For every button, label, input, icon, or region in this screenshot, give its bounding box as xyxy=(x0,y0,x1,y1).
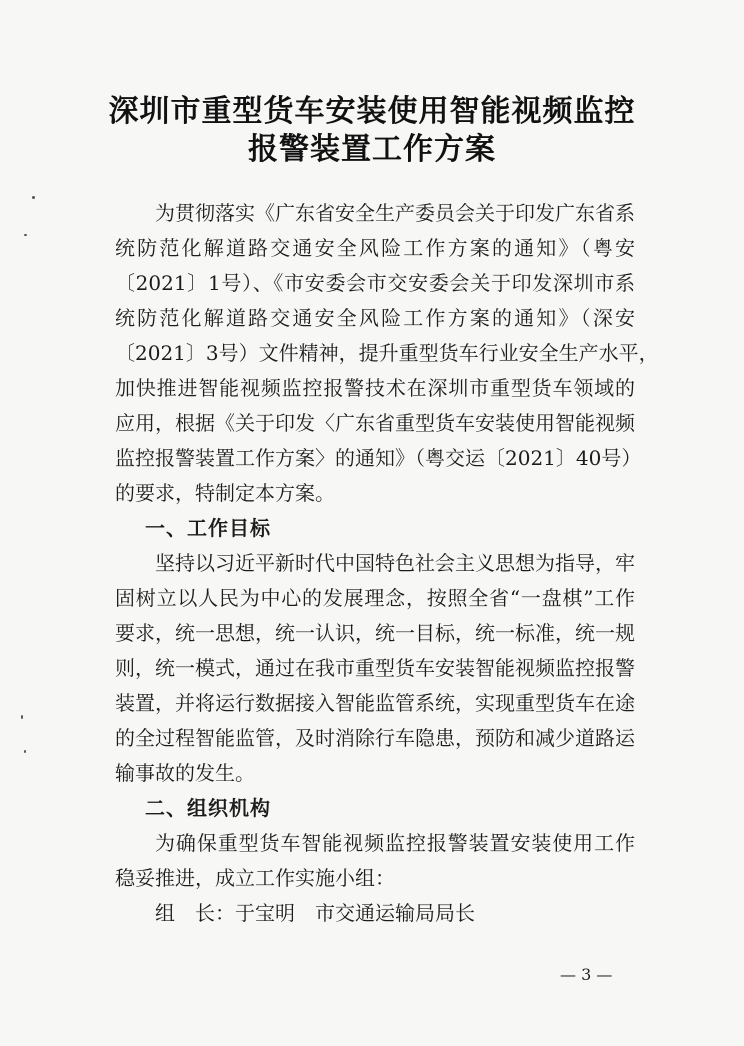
intro-line: 加快推进智能视频监控报警技术在深圳市重型货车领域的 xyxy=(115,376,635,400)
section2-line: 稳妥推进，成立工作实施小组： xyxy=(115,866,395,890)
document-title-line-1: 深圳市重型货车安装使用智能视频监控 xyxy=(108,94,636,129)
intro-line: 〔2021〕3号）文件精神，提升重型货车行业安全生产水平， xyxy=(115,341,659,365)
section1-line: 装置，并将运行数据接入智能监管系统，实现重型货车在途 xyxy=(115,691,635,715)
scan-speck xyxy=(21,715,23,719)
intro-line: 统防范化解道路交通安全风险工作方案的通知》（粤安 xyxy=(115,236,635,260)
intro-line: 应用，根据《关于印发〈广东省重型货车安装使用智能视频 xyxy=(115,411,635,435)
intro-line: 〔2021〕1号）、《市安委会市交安委会关于印发深圳市系 xyxy=(115,271,635,295)
scan-speck xyxy=(24,234,27,236)
section2-line: 为确保重型货车智能视频监控报警装置安装使用工作 xyxy=(155,831,635,855)
page-number: — 3 — xyxy=(560,965,613,984)
section-heading-goals: 一、工作目标 xyxy=(145,516,271,540)
document-title-line-2: 报警装置工作方案 xyxy=(248,132,496,167)
section1-line: 坚持以习近平新时代中国特色社会主义思想为指导，牢 xyxy=(155,551,635,575)
section-heading-organization: 二、组织机构 xyxy=(145,796,271,820)
leader-line: 组 长：于宝明 市交通运输局局长 xyxy=(155,901,475,925)
intro-line: 监控报警装置工作方案〉的通知》（粤交运〔2021〕40号） xyxy=(115,446,642,470)
intro-line: 为贯彻落实《广东省安全生产委员会关于印发广东省系 xyxy=(155,201,635,225)
scan-speck xyxy=(24,750,26,753)
section1-line: 则，统一模式，通过在我市重型货车安装智能视频监控报警 xyxy=(115,656,635,680)
section1-line: 要求，统一思想，统一认识，统一目标，统一标准，统一规 xyxy=(115,621,635,645)
intro-line: 统防范化解道路交通安全风险工作方案的通知》（深安 xyxy=(115,306,635,330)
section1-line: 的全过程智能监管，及时消除行车隐患，预防和减少道路运 xyxy=(115,726,635,750)
intro-line: 的要求，特制定本方案。 xyxy=(115,481,335,505)
section1-line: 输事故的发生。 xyxy=(115,761,255,785)
scan-speck xyxy=(32,196,35,199)
section1-line: 固树立以人民为中心的发展理念，按照全省“一盘棋”工作 xyxy=(115,586,635,610)
